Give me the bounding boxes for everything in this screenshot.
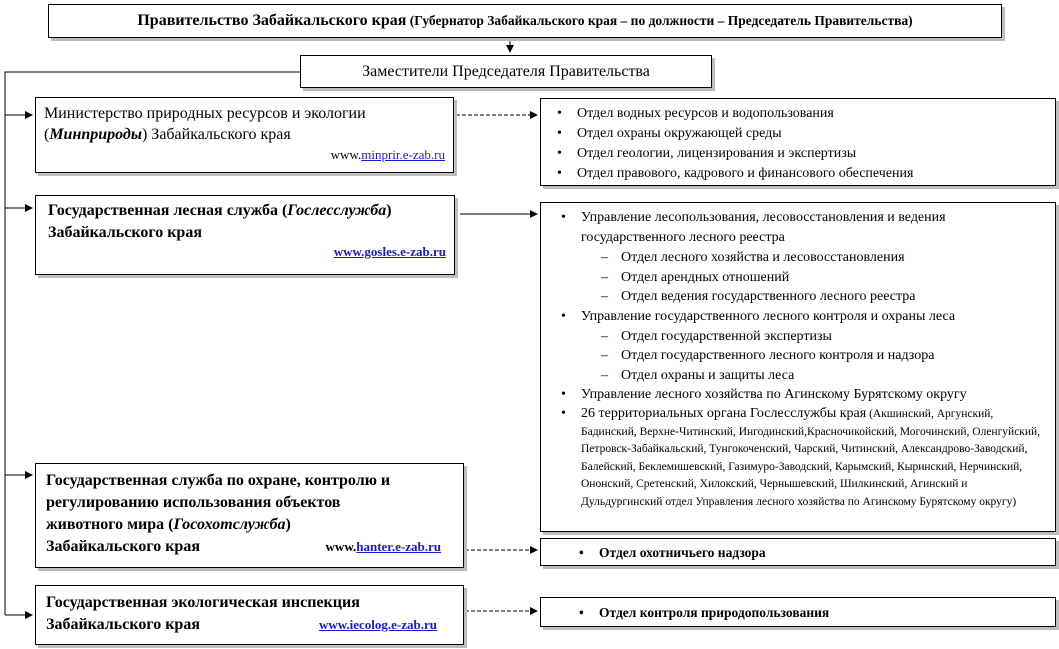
gosles-name: Государственная лесная служба (Гослесслужба) [48,202,392,219]
minprir-name: Министерство природных ресурсов и экологии (Минприроды) Забайкальского края [44,105,366,143]
minprir-link[interactable]: minprir.e-zab.ru [361,147,445,162]
list-item: – Отдел арендных отношений [621,268,1047,288]
gosles-units-list [541,208,1047,510]
ecoinsp-name-line2: Забайкальского края [46,616,200,633]
minprir-departments-box [540,98,1056,186]
goshot-name-line2: регулированию использования объектов [46,494,341,511]
gosles-name-line2: Забайкальского края [48,224,202,241]
list-item: • Отдел правового, кадрового и финансового обеспечения [577,164,1055,184]
goshot-link[interactable]: hanter.e-zab.ru [356,539,441,554]
ecoinsp-name-line1: Государственная экологическая инспекция [46,594,360,611]
ecoinsp-box [35,585,464,645]
goshot-name-line3: животного мира (Госохотслужба) [46,516,291,533]
goshot-department-box [540,538,1056,566]
minprir-abbr: Минприроды [49,126,142,143]
sub-list [581,327,1047,386]
list-item: – Отдел государственного лесного контроля и надзора [621,346,1047,366]
government-box [48,4,1002,38]
gosles-abbr: Гослесслужба [287,202,387,219]
minprir-website: www.minprir.e-zab.ru [330,147,445,162]
list-item: – Отдел государственной экспертизы [621,327,1047,347]
goshot-abbr: Госохотслужба [173,516,286,533]
list-item: • Отдел водных ресурсов и водопользования [577,104,1055,124]
minprir-departments-list [541,104,1055,184]
list-item: • Управление государственного лесного контроля и охраны леса – Отдел государственной экспертизы – Отдел государственного лесного контроля и надзора – Отдел охраны и защиты леса [581,307,1047,386]
goshot-box [35,463,464,568]
deputies-label: Заместители Председателя Правительства [362,62,650,80]
deputies-box [300,55,712,88]
list-item: • Управление лесного хозяйства по Агинскому Бурятскому округу [581,385,1047,405]
gosles-departments-box [540,202,1056,532]
ecoinsp-link[interactable]: www.iecolog.e-zab.ru [318,617,437,632]
government-subtitle: (Губернатор Забайкальского края – по должности – Председатель Правительства) [406,13,913,28]
goshot-name-line1: Государственная служба по охране, контролю и [46,472,391,489]
list-item: • Отдел охотничьего надзора [599,543,1055,563]
minprir-box [35,97,454,173]
list-item: – Отдел ведения государственного лесного реестра [621,287,1047,307]
sub-list [581,248,1047,307]
list-item: • Отдел контроля природопользования [599,603,1055,623]
goshot-name-line4: Забайкальского края [46,538,200,555]
gosles-box [35,195,455,275]
list-item: • 26 территориальных органа Гослесслужбы края (Акшинский, Аргунский, Бадинский, Верхне-Читинский, Ингодинский,Красночикойский, Могочинский, Оленгуйский, Петровск-Забайкальский, Тунгокоченский, Чарский, Читинский, Александрово-Заводский, Балейский, Беклемишевский, Газимуро-Заводский, Карымский, Кыринский, Нерчинский, Ононский, Сретенский, Хилокский, Чернышевский, Шилкинский, Агинский и Дульдургинский отдел Управления лесного хозяйства по Агинскому Бурятскому округу) [581,405,1047,510]
gosles-link[interactable]: www.gosles.e-zab.ru [333,244,446,259]
goshot-website: www.hanter.e-zab.ru [325,539,441,554]
ecoinsp-department-box [540,597,1056,627]
list-item: • Отдел геологии, лицензирования и экспертизы [577,144,1055,164]
list-item: • Отдел охраны окружающей среды [577,124,1055,144]
list-item: – Отдел лесного хозяйства и лесовосстановления [621,248,1047,268]
list-item: – Отдел охраны и защиты леса [621,366,1047,386]
list-item: • Управление лесопользования, лесовосстановления и ведения государственного лесного реестра – Отдел лесного хозяйства и лесовосстановления – Отдел арендных отношений – Отдел ведения государственного лесного реестра [581,208,1047,307]
government-title: Правительство Забайкальского края [137,12,407,29]
